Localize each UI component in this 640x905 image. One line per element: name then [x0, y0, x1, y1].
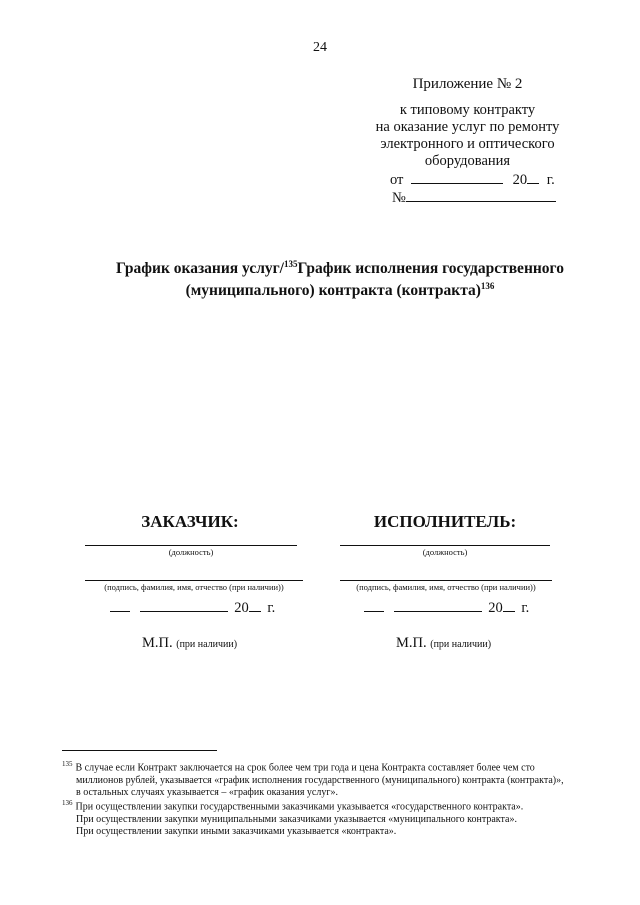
- contractor-date-year: 20: [488, 600, 503, 616]
- appendix-title-text: Приложение № 2: [412, 76, 523, 92]
- year-blank: [249, 599, 261, 612]
- footnote-135: [62, 758, 578, 800]
- date-year: 20: [512, 172, 528, 188]
- customer-date-year: 20: [234, 600, 249, 616]
- contractor-signature-caption: (подпись, фамилия, имя, отчество (при наличии)): [356, 582, 536, 592]
- appendix-line: на оказание услуг по ремонту: [375, 119, 560, 135]
- number-prefix: №: [392, 190, 406, 206]
- customer-position-line: [85, 545, 297, 546]
- contractor-stamp-note: (при наличии): [430, 639, 492, 650]
- contractor-signature-line: [340, 580, 552, 581]
- contractor-date: [364, 599, 564, 617]
- customer-signature-line: [85, 580, 303, 581]
- footnote-line: миллионов рублей, указывается «график исполнения государственного (муниципального) контракта (контракта)»,: [76, 774, 564, 786]
- appendix-line: электронного и оптического: [380, 136, 555, 152]
- customer-stamp: [142, 635, 302, 652]
- contractor-date-suffix: г.: [521, 600, 530, 616]
- customer-stamp-note: (при наличии): [176, 639, 238, 650]
- footnote-136: [62, 797, 578, 839]
- footnote-line: При осуществлении закупки муниципальными заказчиками указывается «муниципального контракта».: [76, 813, 517, 825]
- footnote-ref-136: 136: [480, 280, 495, 291]
- contractor-stamp: [396, 635, 556, 652]
- title-part-2: График исполнения государственного: [297, 260, 564, 277]
- customer-title: ЗАКАЗЧИК:: [141, 512, 239, 531]
- footnote-separator: [62, 750, 217, 751]
- footnote-line: При осуществлении закупки иными заказчиками указывается «контракта».: [76, 826, 397, 838]
- appendix-date-row: [390, 171, 590, 189]
- customer-date: [110, 599, 310, 617]
- contractor-position-caption: (должность): [422, 547, 468, 557]
- appendix-line: к типовому контракту: [399, 102, 536, 118]
- customer-position-caption: (должность): [168, 547, 214, 557]
- customer-date-suffix: г.: [267, 600, 276, 616]
- footnote-ref-135: 135: [284, 258, 298, 269]
- contractor-title: ИСПОЛНИТЕЛЬ:: [373, 512, 517, 531]
- month-blank: [394, 599, 482, 612]
- year-blank: [527, 171, 539, 184]
- day-blank: [364, 599, 384, 612]
- footnote-number: 136: [62, 799, 73, 807]
- customer-stamp-label: М.П.: [142, 635, 173, 651]
- date-blank: [411, 171, 503, 184]
- year-blank: [503, 599, 515, 612]
- appendix-number-row: [392, 189, 592, 207]
- page-number: 24: [313, 40, 327, 55]
- contractor-position-line: [340, 545, 550, 546]
- appendix-title: [360, 76, 575, 93]
- footnote-line: При осуществлении закупки государственными заказчиками указывается «государственного контракта».: [75, 801, 524, 813]
- date-prefix: от: [390, 172, 404, 188]
- number-blank: [406, 189, 556, 202]
- month-blank: [140, 599, 228, 612]
- appendix-line: оборудования: [424, 153, 511, 169]
- day-blank: [110, 599, 130, 612]
- title-part-3: (муниципального) контракта (контракта): [185, 282, 481, 299]
- document-title: [80, 258, 600, 302]
- footnote-line: в остальных случаях указывается – «график оказания услуг».: [76, 787, 338, 799]
- appendix-reference: [360, 102, 575, 170]
- date-suffix: г.: [546, 172, 555, 188]
- title-part-1: График оказания услуг/: [116, 260, 284, 277]
- customer-signature-caption: (подпись, фамилия, имя, отчество (при наличии)): [104, 582, 284, 592]
- footnote-line: В случае если Контракт заключается на срок более чем три года и цена Контракта составляет более чем сто: [75, 762, 535, 774]
- footnote-number: 135: [62, 760, 73, 768]
- contractor-stamp-label: М.П.: [396, 635, 427, 651]
